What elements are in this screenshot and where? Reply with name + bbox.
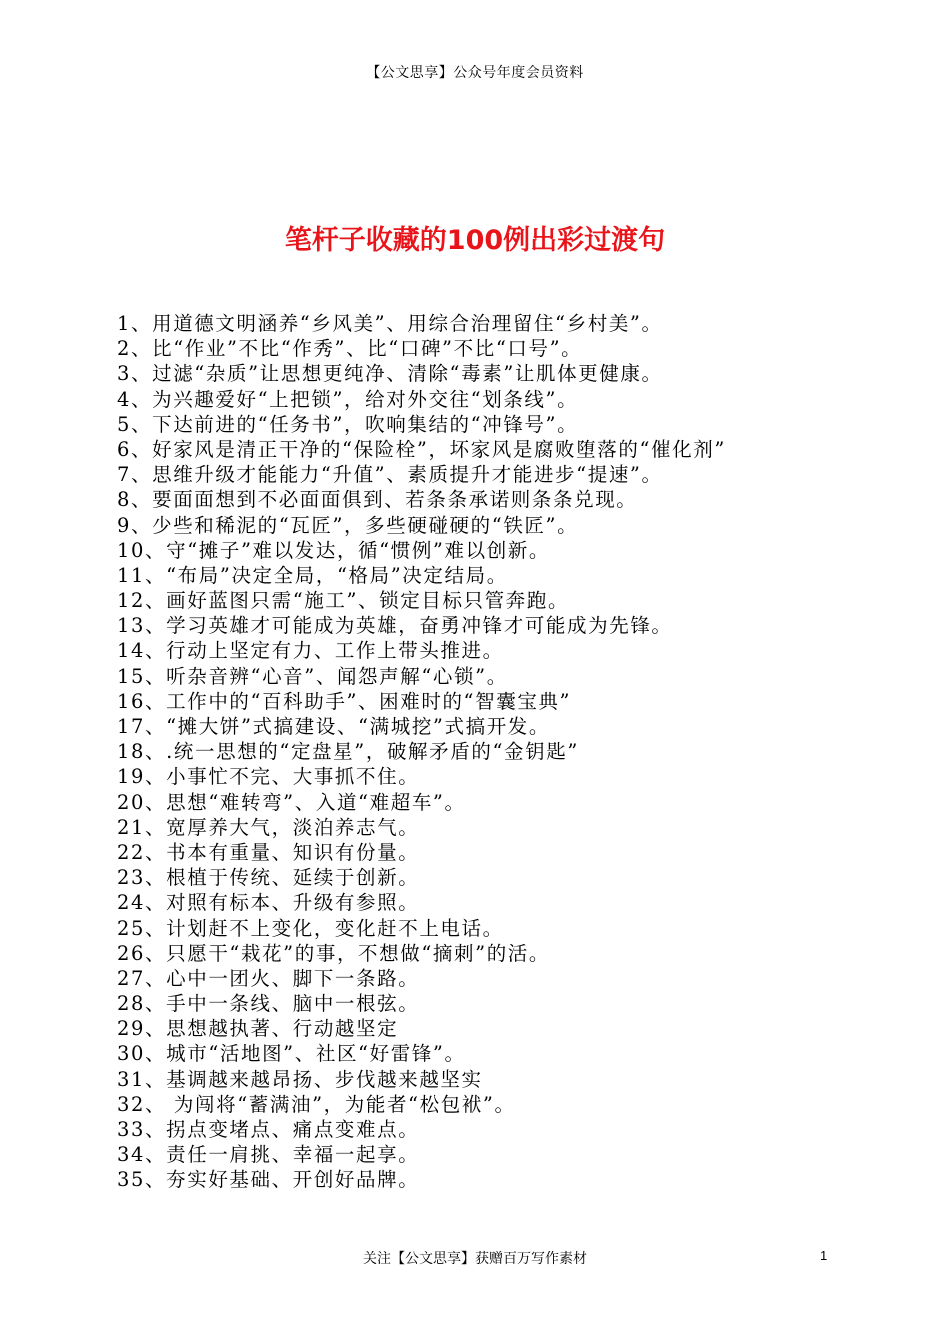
list-item: 3、过滤“杂质”让思想更纯净、清除“毒素”让肌体更健康。 — [117, 362, 663, 386]
list-item: 25、计划赶不上变化，变化赶不上电话。 — [117, 916, 504, 940]
sentence-list — [117, 311, 917, 1193]
list-item: 1、用道德文明涵养“乡风美”、用综合治理留住“乡村美”。 — [117, 312, 663, 335]
list-item: 21、宽厚养大气，淡泊养志气。 — [117, 815, 420, 839]
list-item: 10、守“摊子”难以发达，循“惯例”难以创新。 — [117, 538, 550, 562]
list-item: 35、夯实好基础、开创好品牌。 — [117, 1168, 420, 1192]
page-number: 1 — [820, 1248, 828, 1263]
list-item: 31、基调越来越昂扬、步伐越来越坚实 — [117, 1067, 483, 1091]
list-item: 20、思想“难转弯”、入道“难超车”。 — [117, 790, 466, 814]
list-item: 30、城市“活地图”、社区“好雷锋”。 — [117, 1042, 466, 1066]
page-header: 【公文思享】公众号年度会员资料 — [366, 65, 584, 81]
list-item: 15、听杂音辨“心音”、闻怨声解“心锁”。 — [117, 664, 508, 688]
list-item: 6、好家风是清正干净的“保险栓”，坏家风是腐败堕落的“催化剂” — [117, 437, 726, 461]
list-item: 19、小事忙不完、大事抓不住。 — [117, 765, 420, 789]
list-item: 2、比“作业”不比“作秀”、比“口碑”不比“口号”。 — [117, 337, 583, 361]
list-item: 22、书本有重量、知识有份量。 — [117, 840, 420, 864]
list-item: 27、心中一团火、脚下一条路。 — [117, 966, 420, 990]
list-item: 12、画好蓝图只需“施工”、锁定目标只管奔跑。 — [117, 589, 570, 613]
list-item: 14、行动上坚定有力、工作上带头推进。 — [117, 639, 504, 663]
list-item: 18、.统一思想的“定盘星”，破解矛盾的“金钥匙” — [117, 740, 579, 764]
page-footer: 关注【公文思享】获赠百万写作素材 — [363, 1251, 587, 1267]
list-item: 23、根植于传统、延续于创新。 — [117, 866, 420, 890]
list-item: 13、学习英雄才可能成为英雄，奋勇冲锋才可能成为先锋。 — [117, 614, 673, 638]
list-item: 29、思想越执著、行动越坚定 — [117, 1017, 399, 1041]
list-item: 17、“摊大饼”式搞建设、“满城挖”式搞开发。 — [117, 715, 550, 738]
document-title: 笔杆子收藏的100例出彩过渡句 — [284, 225, 666, 256]
list-item: 5、下达前进的“任务书”，吹响集结的“冲锋号”。 — [117, 412, 579, 436]
list-item: 28、手中一条线、脑中一根弦。 — [117, 992, 420, 1016]
list-item: 8、要面面想到不必面面俱到、若条条承诺则条条兑现。 — [117, 488, 638, 512]
list-item: 4、为兴趣爱好“上把锁”，给对外交往“划条线”。 — [117, 387, 579, 411]
list-item: 34、责任一肩挑、幸福一起享。 — [117, 1143, 420, 1167]
list-item: 24、对照有标本、升级有参照。 — [117, 891, 420, 915]
list-item: 7、思维升级才能能力“升值”、素质提升才能进步“提速”。 — [117, 463, 663, 487]
list-item: 32、 为闯将“蓄满油”，为能者“松包袱”。 — [117, 1092, 516, 1116]
list-item: 11、“布局”决定全局，“格局”决定结局。 — [117, 563, 508, 587]
list-item: 9、少些和稀泥的“瓦匠”，多些硬碰硬的“铁匠”。 — [117, 513, 579, 537]
list-item: 26、只愿干“栽花”的事，不想做“摘刺”的活。 — [117, 941, 550, 965]
list-item: 16、工作中的“百科助手”、困难时的“智囊宝典” — [117, 689, 572, 713]
list-item: 33、拐点变堵点、痛点变难点。 — [117, 1118, 420, 1141]
